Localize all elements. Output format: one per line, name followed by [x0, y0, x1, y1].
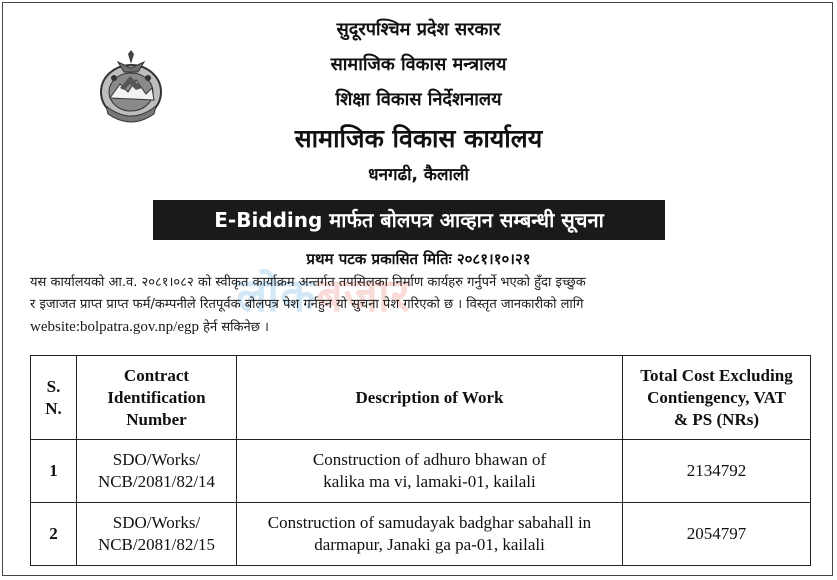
bid-table — [30, 355, 811, 566]
header-office-title: सामाजिक विकास कार्यालय — [294, 124, 543, 153]
notice-body — [30, 272, 810, 339]
row-contract-id: SDO/Works/ NCB/2081/82/15 — [77, 503, 237, 566]
first-publish-date: प्रथम पटक प्रकासित मितिः २०८१।१०।२१ — [306, 250, 531, 268]
row-cost: 2134792 — [623, 440, 811, 503]
table-header-row — [31, 356, 811, 440]
notice-title-banner: E-Bidding मार्फत बोलपत्र आव्हान सम्बन्धी सूचना — [153, 200, 665, 240]
row-contract-id: SDO/Works/ NCB/2081/82/14 — [77, 440, 237, 503]
body-line-3 — [30, 316, 810, 339]
body-line-2: र इजाजत प्राप्त प्राप्त फर्म/कम्पनीले रितपूर्वक बोलपत्र पेश गर्नहुन यो सुचना पेश गरिएको छ । विस्तृत जानकारीको लागि — [30, 297, 584, 312]
body-line-1: यस कार्यालयको आ.व. २०८१।०८२ को स्वीकृत कार्याक्रम अन्तर्गत तपसिलका निर्माण कार्यहरु गर्नुपर्ने भएको हुँदा इच्छुक — [30, 275, 586, 290]
header-sn: S. N. — [31, 356, 77, 440]
table-row — [31, 440, 811, 503]
header-province-line: सुदूरपश्चिम प्रदेश सरकार — [336, 19, 501, 40]
notice-page — [2, 2, 833, 576]
header-ministry-line: सामाजिक विकास मन्त्रालय — [330, 54, 507, 75]
row-sn: 1 — [31, 440, 77, 503]
body-line-3-rest: हेर्न सकिनेछ । — [198, 320, 269, 335]
row-sn: 2 — [31, 503, 77, 566]
row-description: Construction of adhuro bhawan of kalika ma vi, lamaki-01, kailali — [237, 440, 623, 503]
watermark-part-b: बजार — [316, 268, 411, 322]
header-contract-id: Contract Identification Number — [77, 356, 237, 440]
table-row — [31, 503, 811, 566]
row-description: Construction of samudayak badghar sabahall in darmapur, Janaki ga pa-01, kailali — [237, 503, 623, 566]
watermark-part-a: लोक — [236, 268, 317, 322]
header-directorate-line: शिक्षा विकास निर्देशनालय — [335, 89, 502, 110]
website-link[interactable]: website:bolpatra.gov.np/egp — [30, 319, 199, 335]
row-cost: 2054797 — [623, 503, 811, 566]
header-description: Description of Work — [237, 356, 623, 440]
header-total-cost: Total Cost Excluding Contiengency, VAT & PS (NRs) — [623, 356, 811, 440]
header-location: धनगढी, कैलाली — [368, 165, 469, 185]
